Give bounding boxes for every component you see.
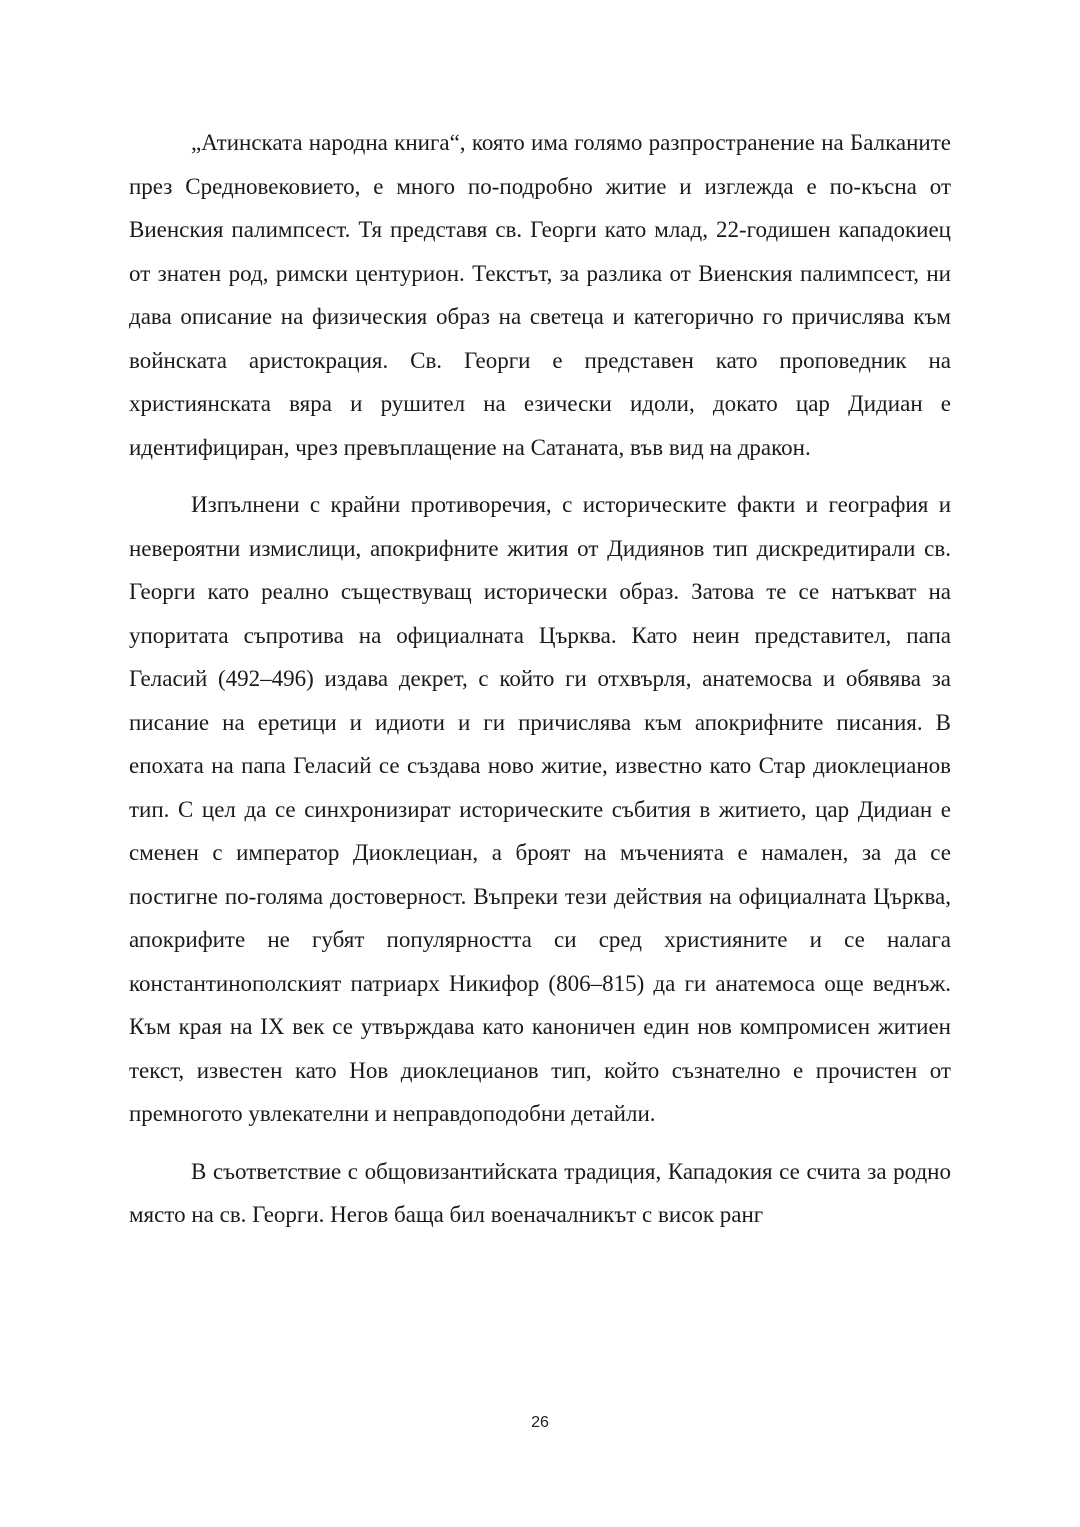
page-number: 26 xyxy=(531,1414,549,1431)
paragraph-1: „Атинската народна книга“, която има голямо разпространение на Балканите през Средновековието, е много по-подробно житие и изглежда е по-късна от Виенския палимпсест. Тя представя св. Георги като млад, 22-годишен кападокиец от знатен род, римски центурион. Текстът, за разлика от Виенския палимпсест, ни дава описание на физическия образ на светеца и категорично го причислява към войнската аристокрация. Св. Георги е представен като проповедник на християнската вяра и рушител на езически идоли, докато цар Дидиан е идентифициран, чрез превъплащение на Сатаната, във вид на дракон. xyxy=(129,130,951,460)
body-text xyxy=(129,121,951,1251)
paragraph-3: В съответствие с общовизантийската традиция, Кападокия се счита за родно място на св. Георги. Негов баща бил военачалникът с висок ранг xyxy=(129,1158,951,1227)
paragraph-2: Изпълнени с крайни противоречия, с историческите факти и география и невероятни измислици, апокрифните жития от Дидиянов тип дискредитирали св. Георги като реално съществуващ исторически образ. Затова те се натъкват на упоритата съпротива на официалната Църква. Като неин представител, папа Геласий (492–496) издава декрет, с който ги отхвърля, анатемосва и обявява за писание на еретици и идиоти и ги причислява към апокрифните писания. В епохата на папа Геласий се създава ново житие, известно като Стар диоклецианов тип. С цел да се синхронизират историческите събития в житието, цар Дидиан е сменен с император Диоклециан, а броят на мъченията е намален, за да се постигне по-голяма достоверност. Въпреки тези действия на официалната Църква, апокрифите не губят популярността си сред християните и се налага константинополският патриарх Никифор (806–815) да ги анатемоса още веднъж. Към края на IX век се утвърждава като каноничен един нов компромисен житиен текст, известен като Нов диоклецианов тип, който съзнателно е прочистен от премногото увлекателни и неправдоподобни детайли. xyxy=(129,492,951,1126)
